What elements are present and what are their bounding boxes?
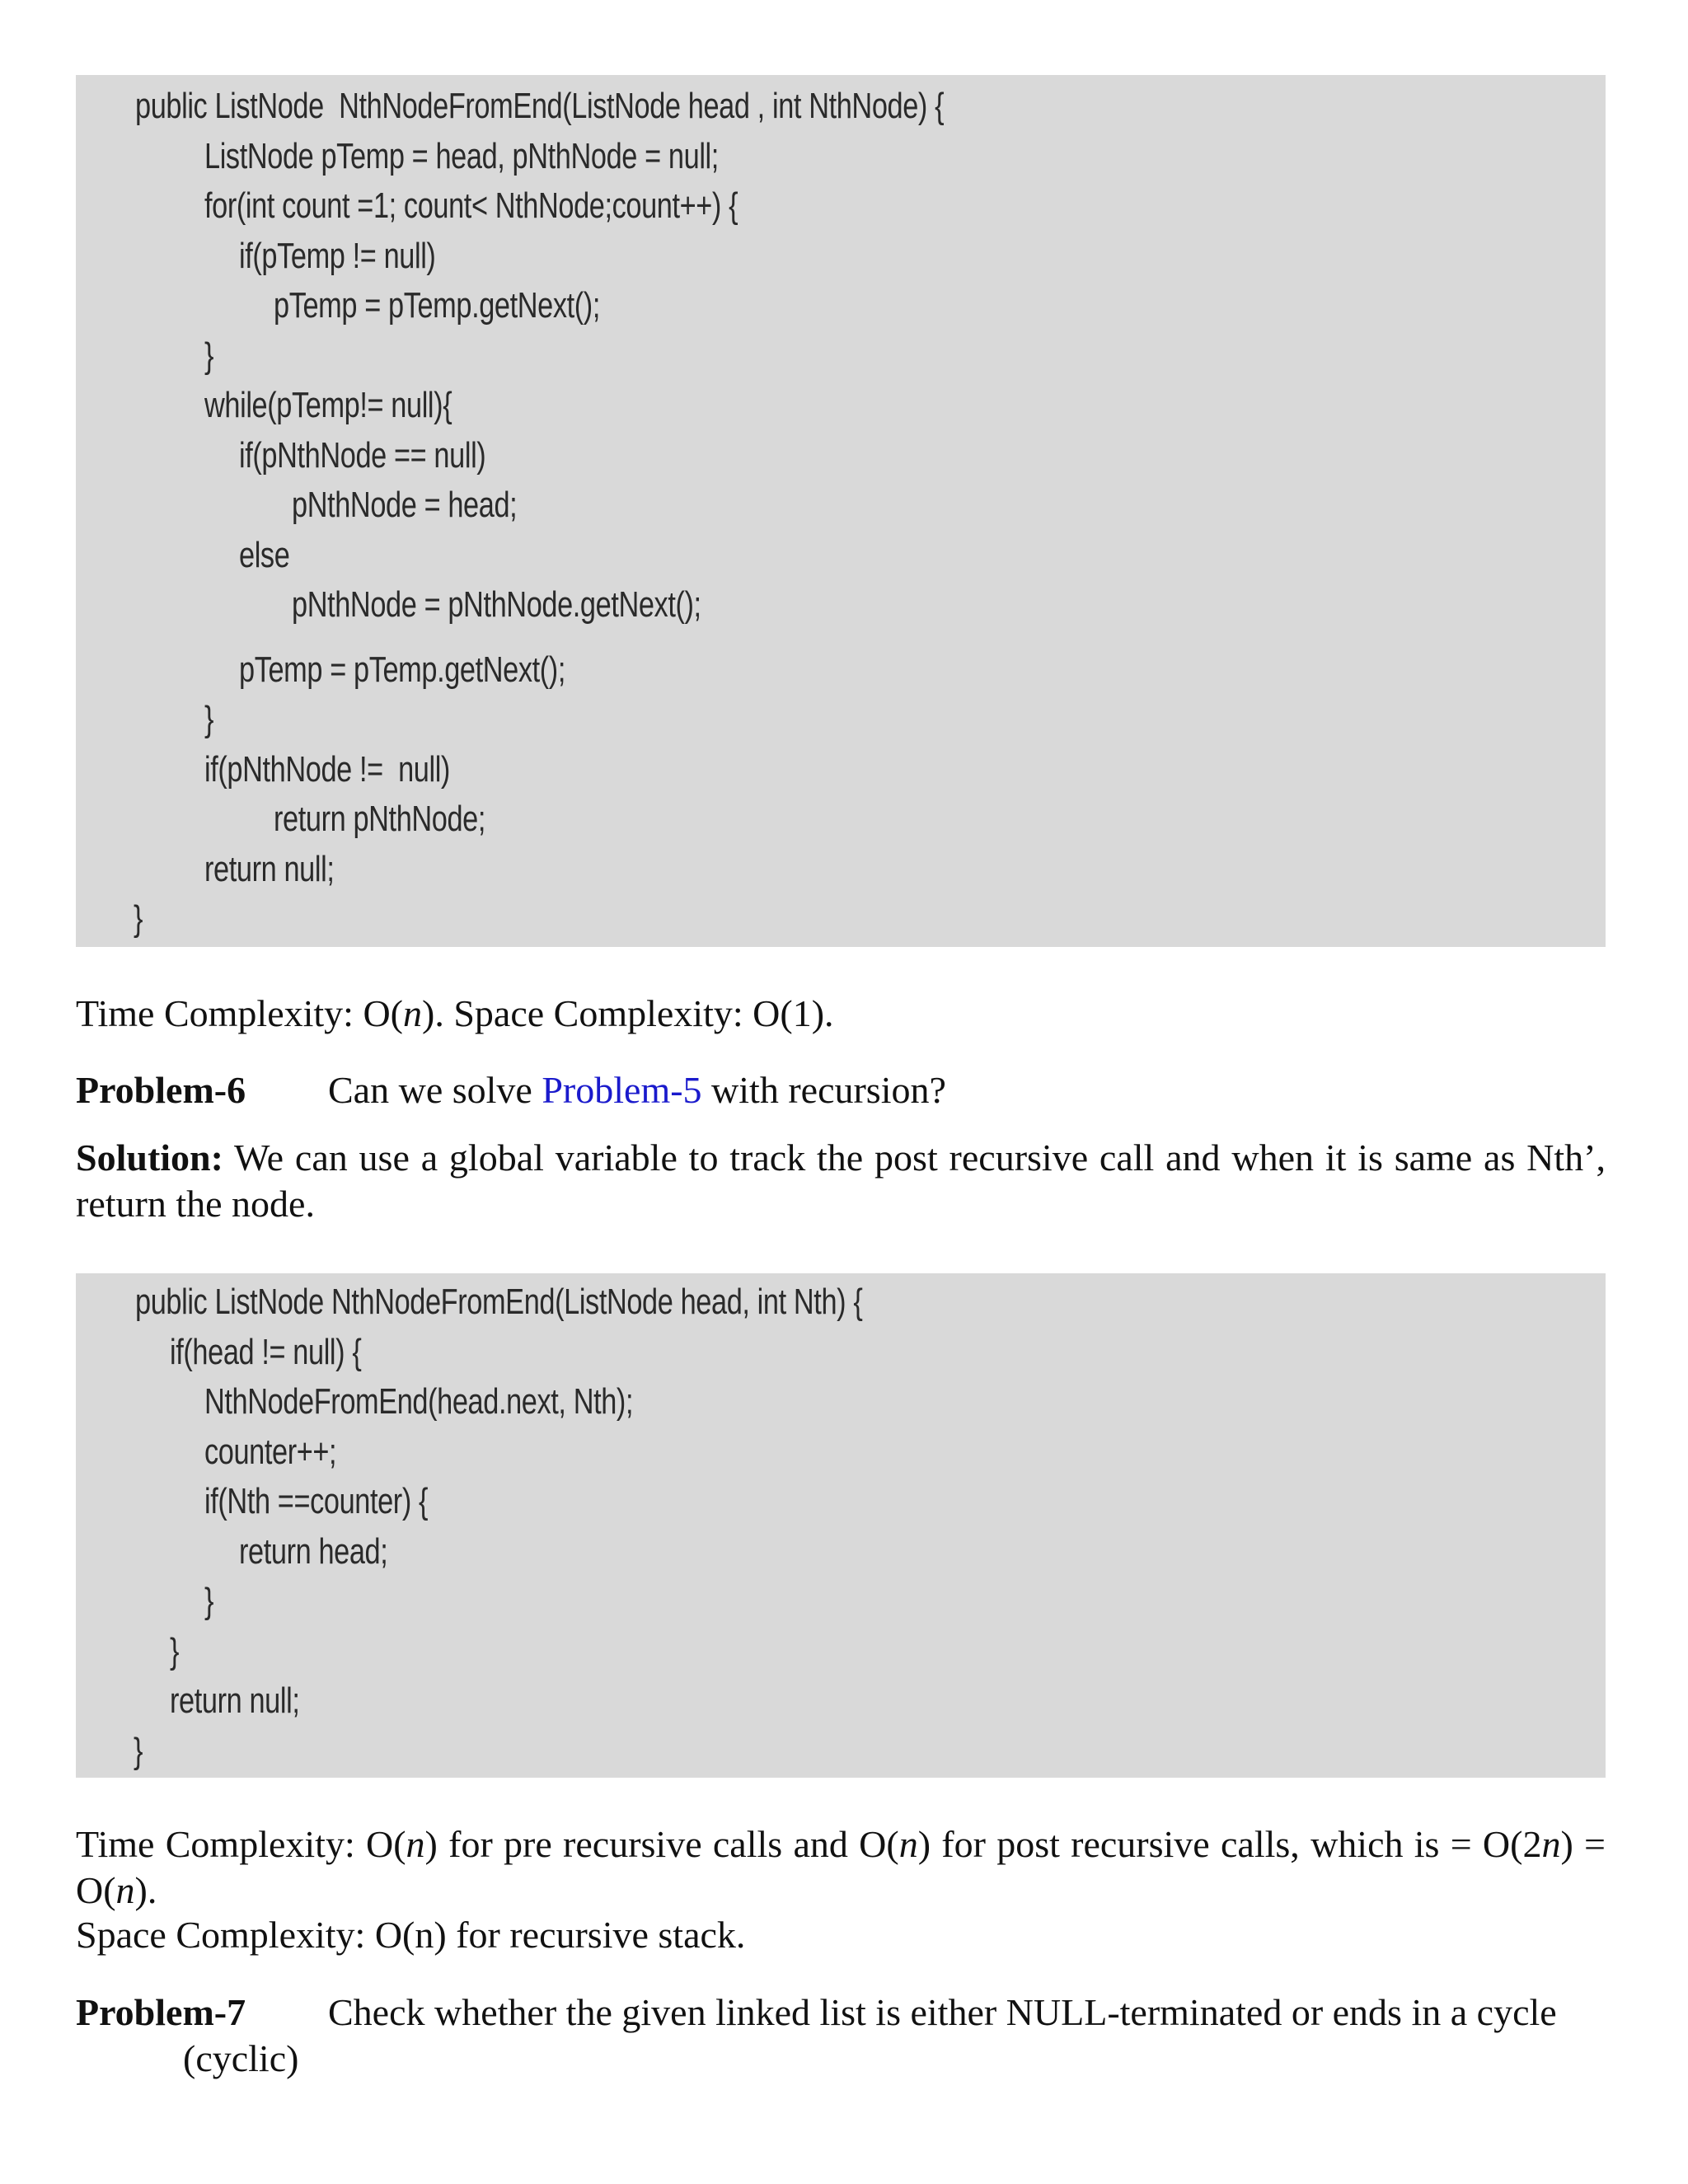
complexity-var: n [898, 1823, 918, 1865]
complexity-var: n [115, 1869, 135, 1911]
code-line: public ListNode NthNodeFromEnd(ListNode head , int NthNode) { [135, 86, 945, 126]
solution-6-paragraph [76, 1135, 1606, 1227]
code-line: counter++; [204, 1432, 337, 1472]
code-line: NthNodeFromEnd(head.next, Nth); [204, 1381, 634, 1422]
code-line: if(Nth ==counter) { [204, 1481, 429, 1521]
code-line: pNthNode = head; [292, 485, 518, 525]
code-line: pTemp = pTemp.getNext(); [274, 285, 600, 326]
code-line: } [204, 335, 214, 376]
code-line: if(head != null) { [170, 1332, 362, 1372]
code-line: for(int count =1; count< NthNode;count++) { [204, 185, 738, 226]
code-line: if(pNthNode == null) [239, 435, 486, 476]
code-block-iterative [76, 75, 1606, 947]
code-block-recursive [76, 1273, 1606, 1778]
complexity-text: Time Complexity: O( [76, 1823, 406, 1865]
code-line: while(pTemp!= null){ [204, 385, 452, 425]
space-complexity-line: Space Complexity: O(n) for recursive stack. [76, 1914, 746, 1956]
solution-label: Solution: [76, 1137, 223, 1179]
problem-text: with recursion? [701, 1069, 946, 1111]
code-line: pNthNode = pNthNode.getNext(); [292, 584, 701, 625]
code-line: } [204, 1581, 214, 1621]
code-line: return pNthNode; [274, 799, 486, 839]
complexity-var: n [403, 992, 422, 1034]
code-line: } [134, 1731, 143, 1771]
problem-5-link[interactable]: Problem-5 [542, 1069, 702, 1111]
code-line: return null; [170, 1680, 300, 1721]
code-line: } [134, 898, 143, 939]
code-line: return head; [239, 1531, 388, 1572]
code-line: } [170, 1631, 180, 1671]
complexity-line-1 [76, 991, 1606, 1037]
complexity-text: ) for pre recursive calls and O( [424, 1823, 899, 1865]
code-line: ListNode pTemp = head, pNthNode = null; [204, 136, 719, 176]
complexity-text: Time Complexity: O( [76, 992, 403, 1034]
problem-7-text: Check whether the given linked list is either NULL-terminated or ends in a cycle [328, 1991, 1557, 2033]
problem-text: Can we solve [328, 1069, 542, 1111]
code-line: } [204, 699, 214, 739]
code-line: public ListNode NthNodeFromEnd(ListNode head, int Nth) { [135, 1282, 863, 1322]
code-line: pTemp = pTemp.getNext(); [239, 649, 565, 690]
complexity-paragraph-2 [76, 1821, 1606, 1914]
complexity-text: ) for post recursive calls, which is = O(2 [917, 1823, 1542, 1865]
problem-6-label: Problem-6 [76, 1069, 246, 1111]
solution-text: We can use a global variable to track the post recursive call and when it is same as Nth’, return the node. [76, 1137, 1606, 1225]
complexity-text: ). Space Complexity: O(1). [422, 992, 834, 1034]
code-line: if(pNthNode != null) [204, 749, 450, 790]
problem-7-text-continued: (cyclic) [183, 2037, 299, 2079]
complexity-text: ) = O( [76, 1823, 1606, 1911]
code-line: return null; [204, 849, 335, 889]
complexity-text: ). [134, 1869, 157, 1911]
complexity-var: n [406, 1823, 425, 1865]
problem-6-text [328, 1067, 946, 1113]
problem-7-label: Problem-7 [76, 1991, 246, 2033]
code-line: else [239, 535, 290, 575]
complexity-var: n [1541, 1823, 1561, 1865]
code-line: if(pTemp != null) [239, 236, 436, 276]
